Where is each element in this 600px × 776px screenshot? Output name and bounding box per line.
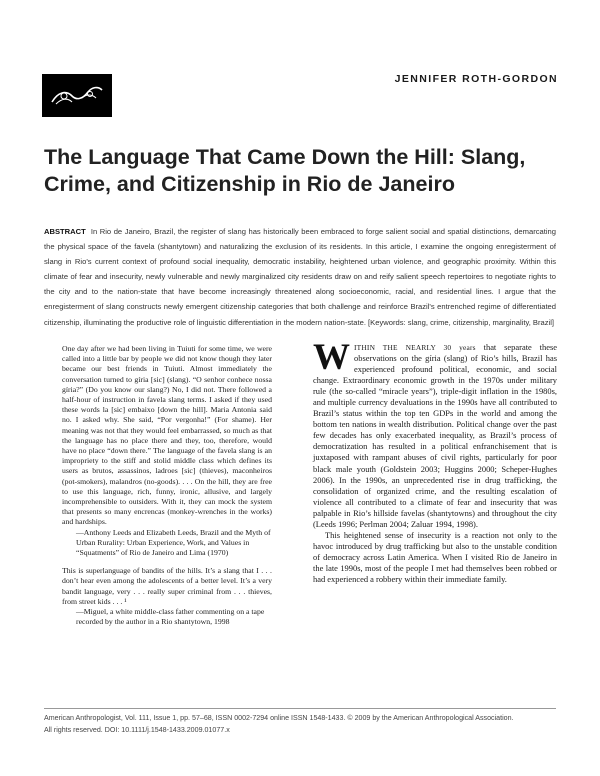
abstract-label: ABSTRACT	[44, 227, 86, 236]
drop-cap: W	[313, 337, 350, 378]
journal-logo-icon	[42, 74, 112, 117]
body-column	[313, 337, 557, 585]
abstract-text: In Rio de Janeiro, Brazil, the register of slang has historically been embraced to forge salient social and spatial distinctions, demarcating the physical space of the favela (shantytown) and naturalizing the exclusion of its residents. In this article, I examine the ongoing enregisterment of slang in Rio's current context of profound social inequality, democratic instability, heightened urban violence, and geographic proximity. Within this climate of fear and insecurity, newly vulnerable and newly marginalized city residents draw on and reify salient speech repertoires to negotiate rights to the city and to the nation-state that have become increasingly threatened along socioeconomic, racial, and residential lines. I argue that the enregisterment of slang constructs newly emergent citizenship categories that both challenge and reinforce Brazil's entrenched regime of differentiated citizenship, illuminating the productive role of linguistic differentiation in the modern nation-state. [Keywords: slang, crime, citizenship, marginality, Brazil]	[44, 227, 556, 327]
footer-citation: American Anthropologist, Vol. 111, Issue 1, pp. 57–68, ISSN 0002-7294 online ISSN 1548-1433. © 2009 by the American Anthropological Association.	[44, 714, 514, 722]
footer	[44, 713, 564, 736]
body-paragraph-1	[313, 337, 557, 530]
article-title: The Language That Came Down the Hill: Slang, Crime, and Citizenship in Rio de Janeiro	[44, 145, 526, 196]
epigraph-2-text: This is superlanguage of bandits of the hills. It’s a slang that I . . . don’t hear even among the adolescents of a better level. It’s a very bandit language, very . . . really super criminal from . . . thieves, from street kids . . . ¹	[62, 566, 272, 606]
epigraph-2-attribution: —Miguel, a white middle-class father commenting on a tape recorded by the author in a Rio shantytown, 1998	[76, 607, 265, 627]
epigraph-1-attribution: —Anthony Leeds and Elizabeth Leeds, Brazil and the Myth of Urban Rurality: Urban Experience, Work, and Values in “Squatments” of Rio de Janeiro and Lima (1970)	[76, 527, 271, 558]
abstract	[44, 224, 556, 330]
footer-rights: All rights reserved. DOI: 10.1111/j.1548-1433.2009.01077.x	[44, 725, 230, 734]
footer-rule	[44, 708, 556, 709]
lead-in: ITHIN THE NEARLY 30 years	[354, 343, 476, 352]
author-name: JENNIFER ROTH-GORDON	[394, 73, 558, 85]
body-paragraph-2: This heightened sense of insecurity is a reaction not only to the havoc introduced by drug trafficking but also to the unstable condition of democracy across Latin America. When I visited Rio de Janeiro in the late 1990s, most of the people I met had themselves been robbed or had experienced a robbery within their immediate family.	[313, 529, 557, 584]
epigraph-1-text: One day after we had been living in Tuiuti for some time, we were called into a little bar by people we did not know though they later became our best friends in Tuiuti. Almost immediately the conversation turned to gíria [sic] (slang). “O senhor conhece nossa gíria?” (Do you know our slang?) No, I did not. There followed a half-hour of instruction in favela slang terms. I asked if they used these words la [sic] embaixo [down the hill]. Maria Antonia said no. I asked why. She said, “Por vergonha!” (For shame). Her meaning was not that they would feel embarrassed, so much as that the language has no place there and they, too, therefore, would have no place “down there.” The language of the favela slang is an impropriety to the stiff and stolid middle class which defines its users as brutos, assassinos, ladroes [sic] (thieves), maconheiros (pot-smokers), malandros (no-goods). . . . On the hill, they are free to use this language, rich, funny, ironic, allusive, and largely incomprehensible to outsiders. With it, they can mock the system that presents so many encrencas (monkey-wrenches in the works) and hardships.	[62, 344, 272, 527]
epigraph-column	[62, 344, 272, 627]
body-paragraph-1-text: that separate these observations on the gíria (slang) of Rio’s hills, Brazil has experienced profound political, economic, and social change. Extraordinary economic growth in the 1970s under military rule (the so-called “miracle years”), triple-digit inflation in the 1980s, and multiple currency devaluations in the 1990s have all contributed to Brazil’s status within the top ten GDPs in the world and among the bottom ten nations in wealth distribution. Political change over the past few decades has only exacerbated inequality, as Brazil’s process of democratization has resulted in a political enfranchisement that is juxtaposed with rampant abuses of civil rights, particularly for poor black male youth (Goldstein 2003; Huggins 2000; Scheper-Hughes 2006). In the 1990s, an unprecedented rise in drug trafficking, the consolidation of organized crime, and the resulting escalation of violence all contributed to a climate of fear and insecurity that was palpable in Rio’s hillside favelas (shantytowns) and throughout the city (Leeds 1996; Perlman 2004; Zaluar 1994, 1998).	[313, 342, 557, 529]
